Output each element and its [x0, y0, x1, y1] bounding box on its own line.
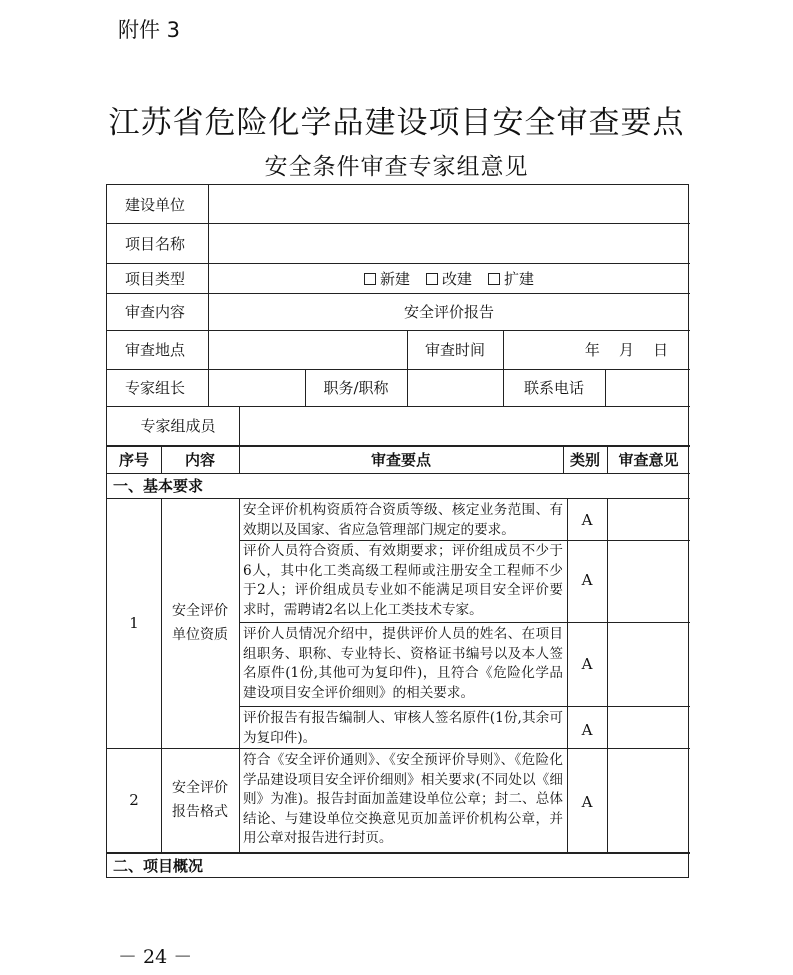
col-header-opinion: 审查意见	[618, 450, 679, 469]
review-point: 评价人员情况介绍中，提供评价人员的姓名、在项目组职务、职称、专业特长、资格证书编号以及本人签名原件(1份,其他可为复印件)，且符合《危险化学品建设项目安全评价细则》的相关要求。	[243, 626, 563, 701]
option-new-label: 新建	[379, 269, 410, 288]
option-rebuild-label: 改建	[441, 269, 472, 288]
phone-label: 联系电话	[523, 379, 584, 397]
review-point: 安全评价机构资质符合资质等级、核定业务范围、有效期以及国家、省应急管理部门规定的要求。	[243, 502, 563, 538]
review-table	[106, 184, 689, 878]
category-value: A	[581, 655, 593, 673]
item-no: 1	[129, 614, 139, 632]
checkbox-icon	[364, 273, 376, 285]
review-point: 符合《安全评价通则》、《安全预评价导则》、《危险化学品建设项目安全评价细则》相关要求(不同处以《细则》为准)。报告封面加盖建设单位公章；封二、总体结论、与建设单位交换意见页加盖评价机构公章，并用公章对报告进行封页。	[243, 752, 563, 846]
checkbox-icon	[488, 273, 500, 285]
col-header-points: 审查要点	[370, 450, 431, 469]
col-header-no: 序号	[118, 450, 149, 469]
project-name-label: 项目名称	[125, 234, 186, 253]
category-value: A	[581, 571, 593, 589]
option-rebuild[interactable]	[426, 268, 472, 289]
review-date-value: 年 月 日	[584, 341, 669, 359]
item-content	[161, 498, 239, 748]
option-expand-label: 扩建	[504, 269, 535, 288]
project-type-options	[208, 263, 690, 293]
document-subtitle: 安全条件审查专家组意见	[264, 154, 529, 180]
project-type-label: 项目类型	[125, 269, 186, 288]
review-point: 评价报告有报告编制人、审核人签名原件(1份,其余可为复印件)。	[243, 710, 563, 746]
expert-leader-label: 专家组长	[125, 379, 186, 397]
review-time-label: 审查时间	[424, 341, 485, 359]
position-title-label: 职务/职称	[323, 379, 389, 397]
item-content-line: 报告格式	[172, 804, 228, 820]
item-no: 2	[129, 791, 139, 809]
item-content-line: 安全评价	[172, 780, 228, 796]
review-point: 评价人员符合资质、有效期要求；评价组成员不少于6人，其中化工类高级工程师或注册安全工程师不少于2人；评价组成员专业如不能满足项目安全评价要求时，需聘请2名以上化工类技术专家。	[243, 543, 563, 618]
category-value: A	[581, 721, 593, 739]
category-value: A	[581, 511, 593, 529]
section-title: 一、基本要求	[113, 477, 204, 495]
section-title: 二、项目概况	[113, 856, 204, 875]
attachment-label: 附件 3	[118, 18, 181, 42]
option-expand[interactable]	[488, 268, 534, 289]
option-new[interactable]	[364, 268, 410, 289]
item-content-line: 单位资质	[172, 627, 228, 643]
review-place-label: 审查地点	[125, 341, 186, 359]
col-header-category: 类别	[569, 450, 600, 469]
item-content	[161, 748, 239, 852]
category-value: A	[581, 793, 593, 811]
page-number: － 24 －	[118, 946, 193, 968]
review-content-value: 安全评价报告	[403, 303, 494, 321]
construction-unit-label: 建设单位	[125, 195, 186, 214]
review-content-label: 审查内容	[125, 303, 186, 321]
checkbox-icon	[426, 273, 438, 285]
item-content-line: 安全评价	[172, 603, 228, 619]
document-title: 江苏省危险化学品建设项目安全审查要点	[108, 105, 685, 141]
expert-members-label: 专家组成员	[140, 417, 216, 435]
col-header-content: 内容	[184, 450, 215, 469]
